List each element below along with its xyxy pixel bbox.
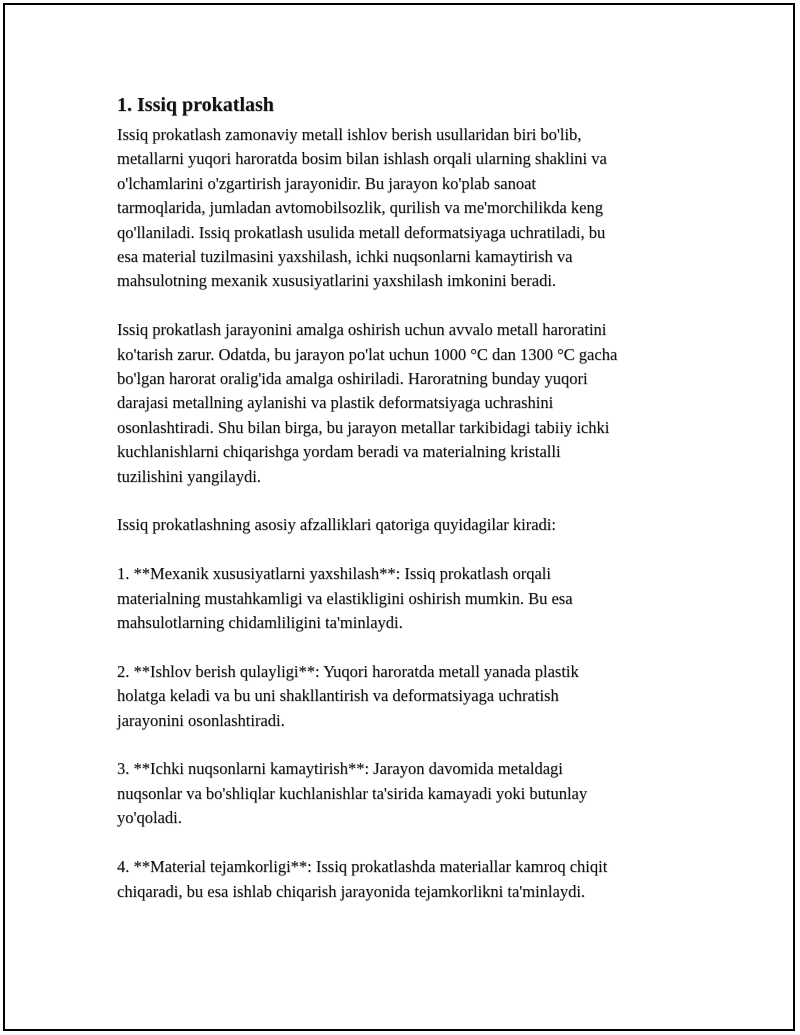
list-item-workability: 2. **Ishlov berish qulayligi**: Yuqori haroratda metall yanada plastik holatga keladi va bu uni shakllantirish va deformatsiyaga uchratish jarayonini osonlashtiradi.	[117, 661, 579, 730]
list-item-mechanical: 1. **Mexanik xususiyatlarni yaxshilash**: Issiq prokatlash orqali materialning mustahkamligi va elastikligini oshirish mumkin. Bu esa mahsulotlarning chidamliligini ta'minlaydi.	[117, 564, 573, 633]
list-item-defects: 3. **Ichki nuqsonlarni kamaytirish**: Jarayon davomida metaldagi nuqsonlar va bo'shliqlar kuchlanishlar ta'sirida kamayadi yoki butunlay yo'qoladi.	[117, 759, 588, 828]
list-item-economy: 4. **Material tejamkorligi**: Issiq prokatlashda materiallar kamroq chiqit chiqaradi, bu esa ishlab chiqarish jarayonida tejamkorlikni ta'minlaydi.	[117, 857, 608, 901]
section-heading: 1. Issiq prokatlash	[117, 94, 274, 116]
paragraph-intro: Issiq prokatlash zamonaviy metall ishlov berish usullaridan biri bo'lib, metallarni yuqori haroratda bosim bilan ishlash orqali ularning shaklini va o'lchamlarini o'zgartirish jarayonidir. Bu jarayon ko'plab sanoat tarmoqlarida, jumladan avtomobilsozlik, qurilish va me'morchilikda keng qo'llaniladi. Issiq prokatlash usulida metall deformatsiyaga uchratiladi, bu esa material tuzilmasini yaxshilash, ichki nuqsonlarni kamaytirish va mahsulotning mexanik xususiyatlarini yaxshilash imkonini beradi.	[117, 125, 607, 291]
paragraph-process: Issiq prokatlash jarayonini amalga oshirish uchun avvalo metall haroratini ko'tarish zarur. Odatda, bu jarayon po'lat uchun 1000 °C dan 1300 °C gacha bo'lgan harorat oralig'ida amalga oshiriladi. Haroratning bunday yuqori darajasi metallning aylanishi va plastik deformatsiyaga uchrashini osonlashtiradi. Shu bilan birga, bu jarayon metallar tarkibidagi tabiiy ichki kuchlanishlarni chiqarishga yordam beradi va materialning kristalli tuzilishini yangilaydi.	[117, 320, 618, 486]
document-body	[117, 91, 687, 904]
paragraph-advantages-intro: Issiq prokatlashning asosiy afzalliklari qatoriga quyidagilar kiradi:	[117, 515, 556, 535]
